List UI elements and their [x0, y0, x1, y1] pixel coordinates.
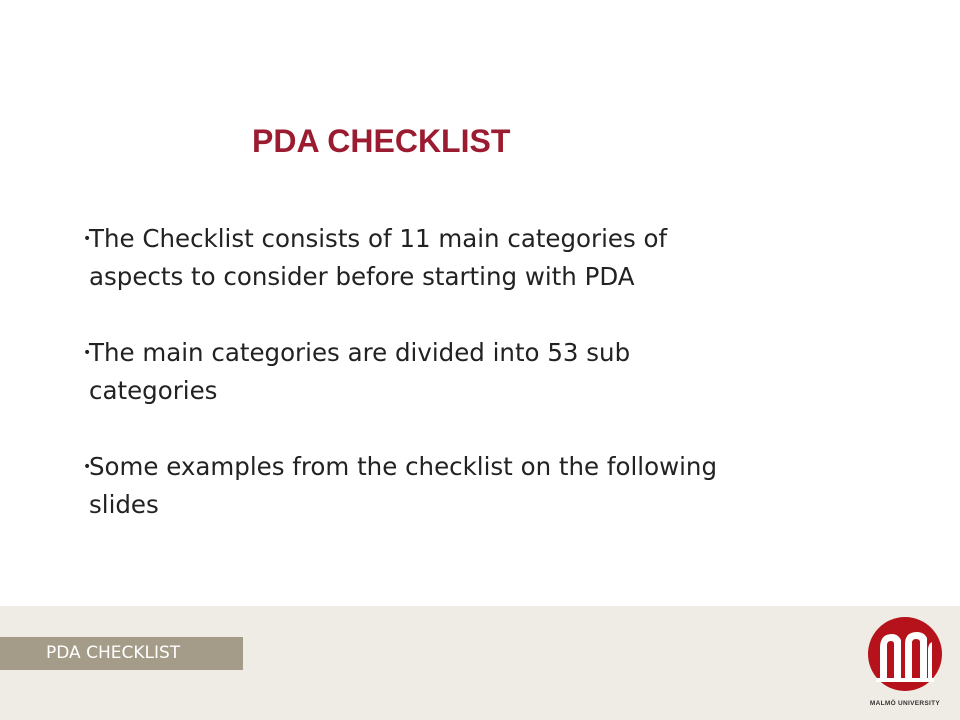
logo-text: MALMÖ UNIVERSITY [869, 700, 941, 707]
bullet-item [83, 334, 729, 410]
bullet-dot: • [83, 459, 92, 475]
bullet-text: The main categories are divided into 53 sub categories [89, 338, 631, 405]
bullet-dot: • [83, 231, 92, 247]
slide-title: PDA CHECKLIST [252, 123, 511, 159]
bullet-text: The Checklist consists of 11 main categories of aspects to consider before starting with PDA [89, 224, 668, 291]
bullet-item [83, 448, 729, 524]
malmo-university-logo-icon [858, 614, 952, 700]
bullet-dot: • [83, 345, 92, 361]
university-logo [858, 614, 952, 714]
bullet-list [83, 220, 729, 562]
bullet-text: Some examples from the checklist on the following slides [89, 452, 718, 519]
footer-label: PDA CHECKLIST [0, 637, 243, 670]
bullet-item [83, 220, 729, 296]
